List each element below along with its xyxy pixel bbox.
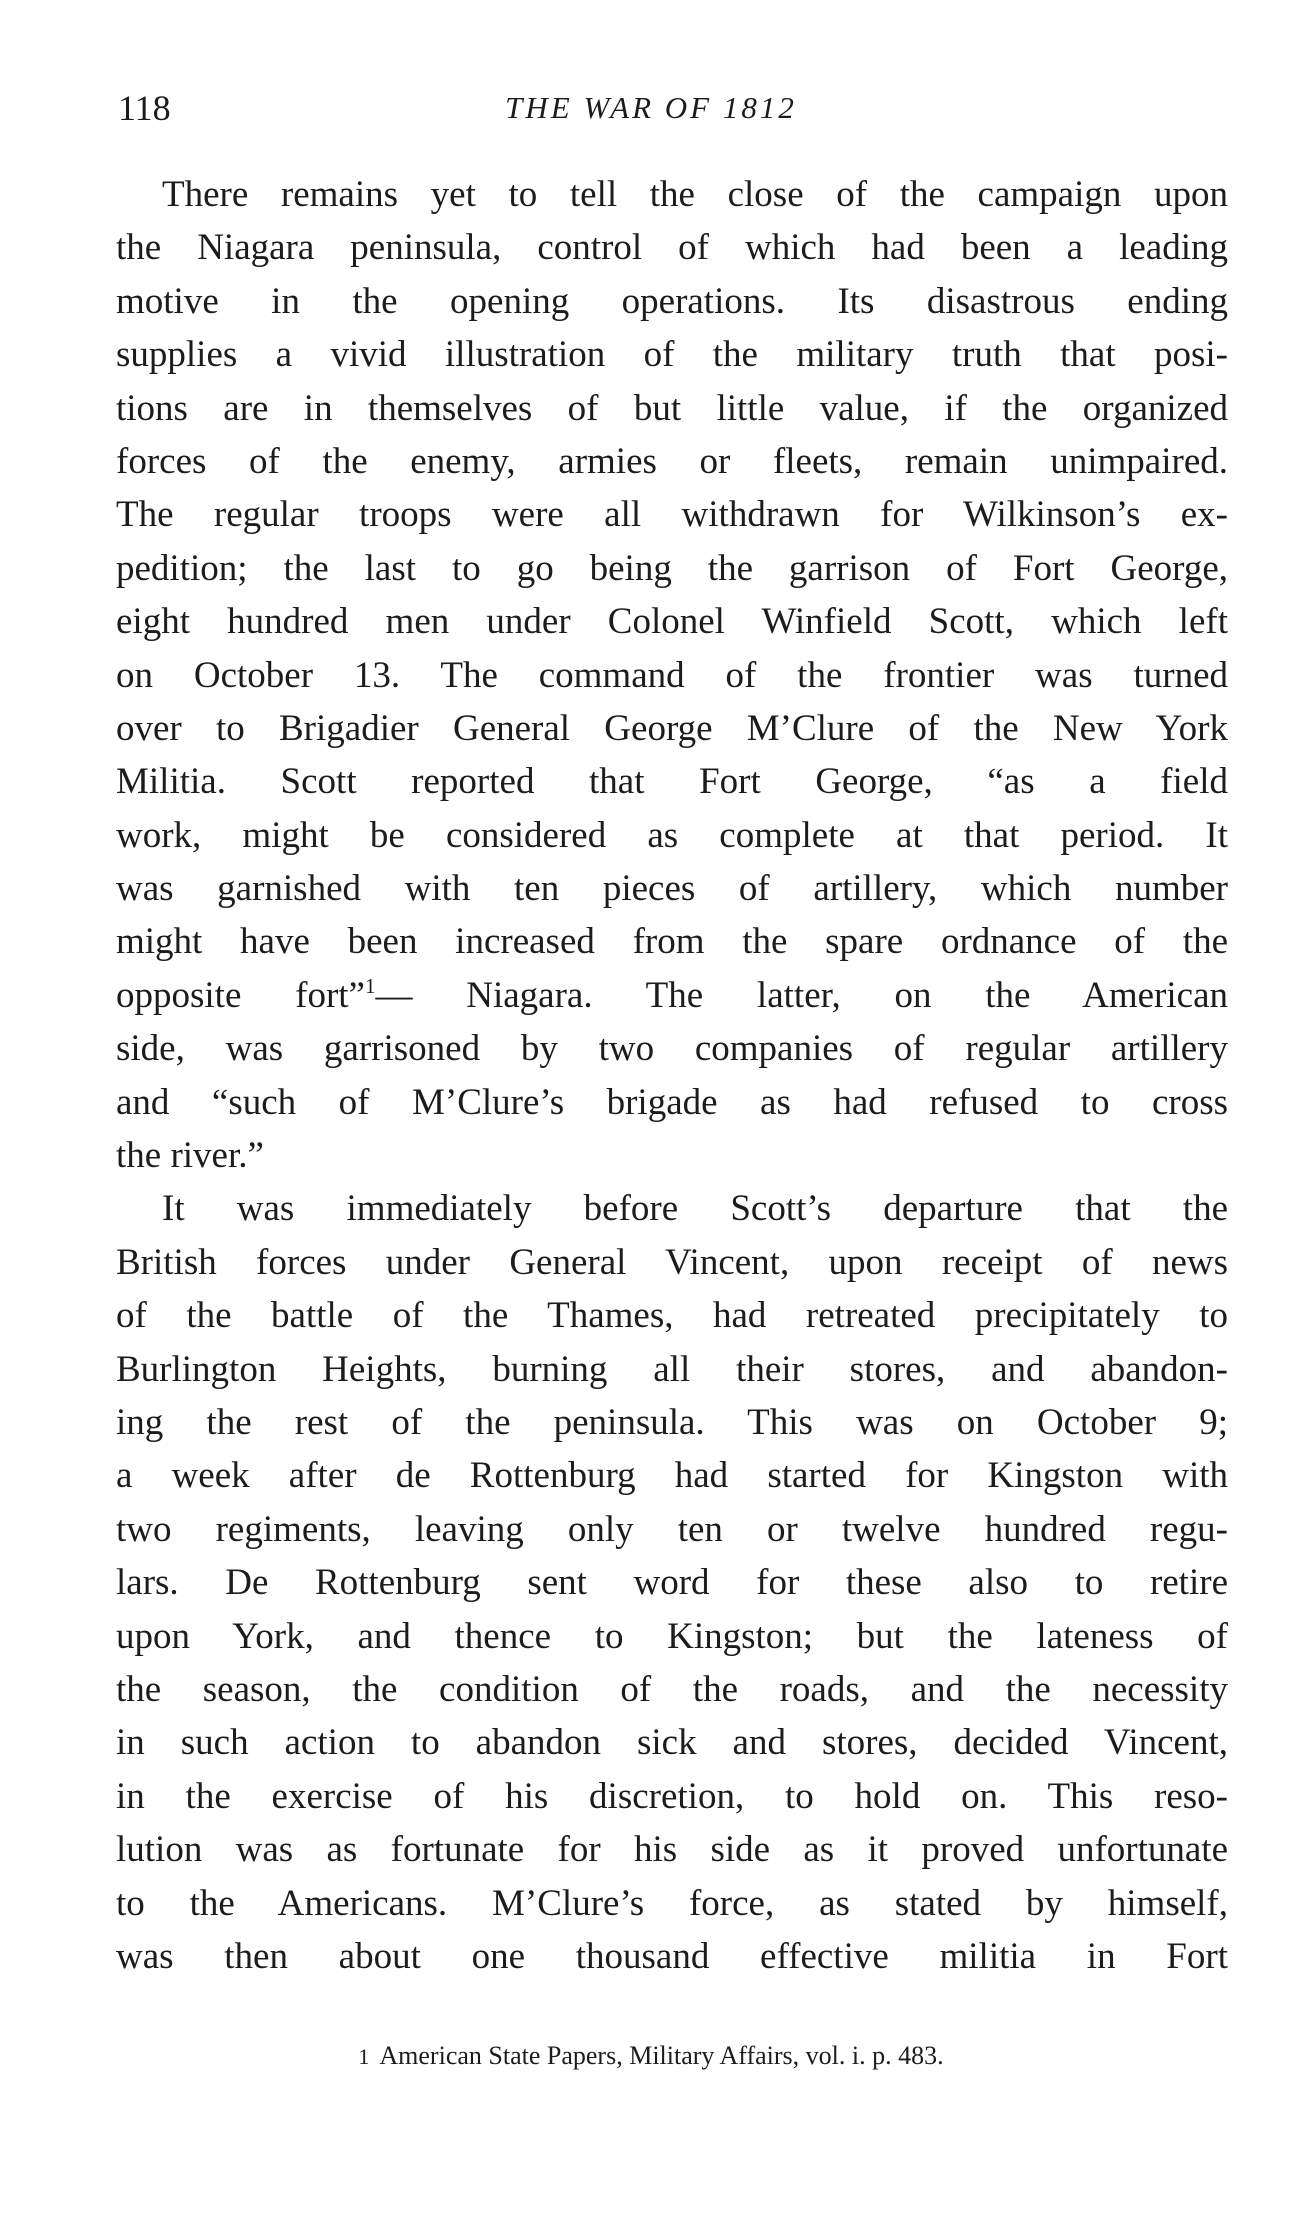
footnote-number: 1 — [358, 2044, 370, 2069]
text-line: a week after de Rottenburg had started for Kingston with — [116, 1455, 1228, 1497]
page-number: 118 — [118, 88, 171, 128]
text-line: and “such of M’Clure’s brigade as had refused to cross — [116, 1081, 1228, 1123]
text-line: might have been increased from the spare ordnance of the — [116, 921, 1228, 963]
text-line: upon York, and thence to Kingston; but the lateness of — [116, 1615, 1228, 1657]
running-title: THE WAR OF 1812 — [505, 90, 797, 125]
body-text — [116, 168, 1228, 1983]
text-line: the river.” — [116, 1135, 264, 1177]
text-line: tions are in themselves of but little value, if the organized — [116, 387, 1228, 429]
text-line: It was immediately before Scott’s departure that the — [162, 1188, 1228, 1230]
text-line: was then about one thousand effective militia in Fort — [116, 1935, 1228, 1977]
text-line: over to Brigadier General George M’Clure of the New York — [116, 707, 1228, 749]
text-line: Burlington Heights, burning all their stores, and abandon- — [116, 1348, 1228, 1390]
paragraph — [116, 1182, 1228, 1983]
text-line: Militia. Scott reported that Fort George, “as a field — [116, 761, 1228, 803]
text-line — [116, 969, 1228, 1022]
text-line: The regular troops were all withdrawn for Wilkinson’s ex- — [116, 494, 1228, 536]
text-line: in such action to abandon sick and stores, decided Vincent, — [116, 1722, 1228, 1764]
text-line: of the battle of the Thames, had retreated precipitately to — [116, 1295, 1228, 1337]
text-line: There remains yet to tell the close of the campaign upon — [162, 174, 1228, 215]
footnote-marker: 1 — [364, 973, 376, 998]
text-line: motive in the opening operations. Its disastrous ending — [116, 280, 1228, 322]
text-line: British forces under General Vincent, upon receipt of news — [116, 1241, 1228, 1283]
text-line: in the exercise of his discretion, to hold on. This reso- — [116, 1775, 1228, 1817]
text-fragment: opposite fort” — [116, 974, 365, 1016]
text-line: on October 13. The command of the frontier was turned — [116, 654, 1228, 696]
text-line: the season, the condition of the roads, and the necessity — [116, 1668, 1228, 1710]
text-line: work, might be considered as complete at that period. It — [116, 814, 1228, 856]
text-line: supplies a vivid illustration of the military truth that posi- — [116, 334, 1228, 376]
text-line: lars. De Rottenburg sent word for these also to retire — [116, 1562, 1228, 1604]
text-line: eight hundred men under Colonel Winfield Scott, which left — [116, 601, 1228, 643]
text-line: was garnished with ten pieces of artillery, which number — [116, 868, 1228, 910]
text-line: ing the rest of the peninsula. This was on October 9; — [116, 1401, 1228, 1443]
text-line: pedition; the last to go being the garrison of Fort George, — [116, 547, 1228, 589]
text-line: forces of the enemy, armies or fleets, remain unimpaired. — [116, 440, 1228, 482]
footnote-text: American State Papers, Military Affairs, vol. i. p. 483. — [379, 2041, 944, 2070]
text-line: the Niagara peninsula, control of which had been a leading — [116, 227, 1228, 269]
text-line: side, was garrisoned by two companies of regular artillery — [116, 1028, 1228, 1070]
footnote — [0, 2038, 1302, 2075]
paragraph — [116, 168, 1228, 1182]
text-fragment: — Niagara. The latter, on the American — [375, 974, 1228, 1016]
text-line: to the Americans. M’Clure’s force, as stated by himself, — [116, 1882, 1228, 1924]
text-line: lution was as fortunate for his side as it proved unfortunate — [116, 1829, 1228, 1871]
text-line: two regiments, leaving only ten or twelve hundred regu- — [116, 1508, 1228, 1550]
